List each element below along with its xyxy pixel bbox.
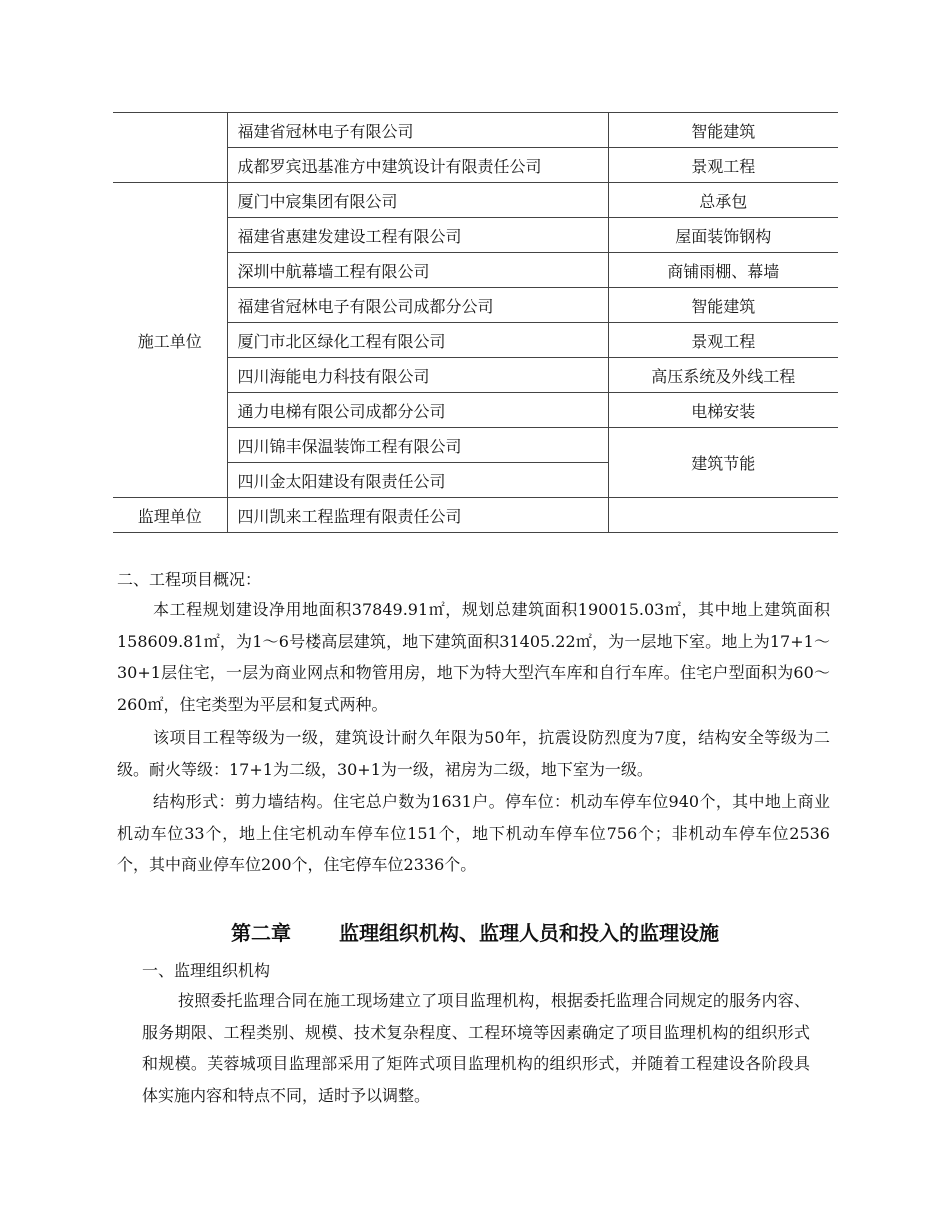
company-cell: 福建省惠建发建设工程有限公司: [227, 218, 608, 253]
company-cell: 福建省冠林电子有限公司成都分公司: [227, 288, 608, 323]
scope-cell: 景观工程: [608, 323, 838, 358]
company-cell: 成都罗宾迅基准方中建筑设计有限责任公司: [227, 148, 608, 183]
category-cell-empty: [113, 113, 227, 183]
org-paragraph: 按照委托监理合同在施工现场建立了项目监理机构，根据委托监理合同规定的服务内容、服务期限、工程类别、规模、技术复杂程度、工程环境等因素确定了项目监理机构的组织形式和规模。芙蓉城项目监理部采用了矩阵式项目监理机构的组织形式，并随着工程建设各阶段具体实施内容和特点不同，适时予以调整。: [142, 991, 810, 1105]
chapter-title: [0, 917, 950, 946]
scope-cell-empty: [608, 498, 838, 533]
chapter-heading-text: 监理组织机构、监理人员和投入的监理设施: [339, 921, 719, 945]
company-cell: 四川金太阳建设有限责任公司: [227, 463, 608, 498]
company-cell: 四川海能电力科技有限公司: [227, 358, 608, 393]
company-cell: 四川凯来工程监理有限责任公司: [227, 498, 608, 533]
company-cell: 通力电梯有限公司成都分公司: [227, 393, 608, 428]
company-cell: 厦门市北区绿化工程有限公司: [227, 323, 608, 358]
table-row: [113, 113, 838, 148]
scope-cell: 智能建筑: [608, 288, 838, 323]
scope-cell: 商铺雨棚、幕墙: [608, 253, 838, 288]
category-cell-construction: 施工单位: [113, 183, 227, 498]
scope-cell-merged: 建筑节能: [608, 428, 838, 498]
overview-paragraph-3: 结构形式：剪力墙结构。住宅总户数为1631户。停车位：机动车停车位940个，其中地上商业机动车位33个，地上住宅机动车停车位151个，地下机动车停车位756个；非机动车停车位2536个，其中商业停车位200个，住宅停车位2336个。: [117, 792, 830, 874]
company-cell: 福建省冠林电子有限公司: [227, 113, 608, 148]
participating-units-table: [113, 112, 838, 533]
scope-cell: 景观工程: [608, 148, 838, 183]
scope-cell: 屋面装饰钢构: [608, 218, 838, 253]
overview-heading: 二、工程项目概况：: [117, 570, 262, 589]
chapter-number: 第二章: [231, 921, 291, 945]
overview-paragraph-1: 本工程规划建设净用地面积37849.91㎡，规划总建筑面积190015.03㎡，其中地上建筑面积158609.81㎡，为1～6号楼高层建筑，地下建筑面积31405.22㎡，为一层地下室。地上为17+1～30+1层住宅，一层为商业网点和物管用房，地下为特大型汽车库和自行车库。住宅户型面积为60～260㎡，住宅类型为平层和复式两种。: [117, 600, 830, 714]
company-cell: 厦门中宸集团有限公司: [227, 183, 608, 218]
company-cell: 四川锦丰保温装饰工程有限公司: [227, 428, 608, 463]
scope-cell: 智能建筑: [608, 113, 838, 148]
overview-paragraph-2: 该项目工程等级为一级，建筑设计耐久年限为50年，抗震设防烈度为7度，结构安全等级为二级。耐火等级：17+1为二级，30+1为一级，裙房为二级，地下室为一级。: [117, 728, 830, 779]
table-row: [113, 183, 838, 218]
category-cell-supervision: 监理单位: [113, 498, 227, 533]
company-cell: 深圳中航幕墙工程有限公司: [227, 253, 608, 288]
table-row: [113, 498, 838, 533]
scope-cell: 总承包: [608, 183, 838, 218]
scope-cell: 高压系统及外线工程: [608, 358, 838, 393]
scope-cell: 电梯安装: [608, 393, 838, 428]
org-heading: 一、监理组织机构: [142, 961, 271, 980]
